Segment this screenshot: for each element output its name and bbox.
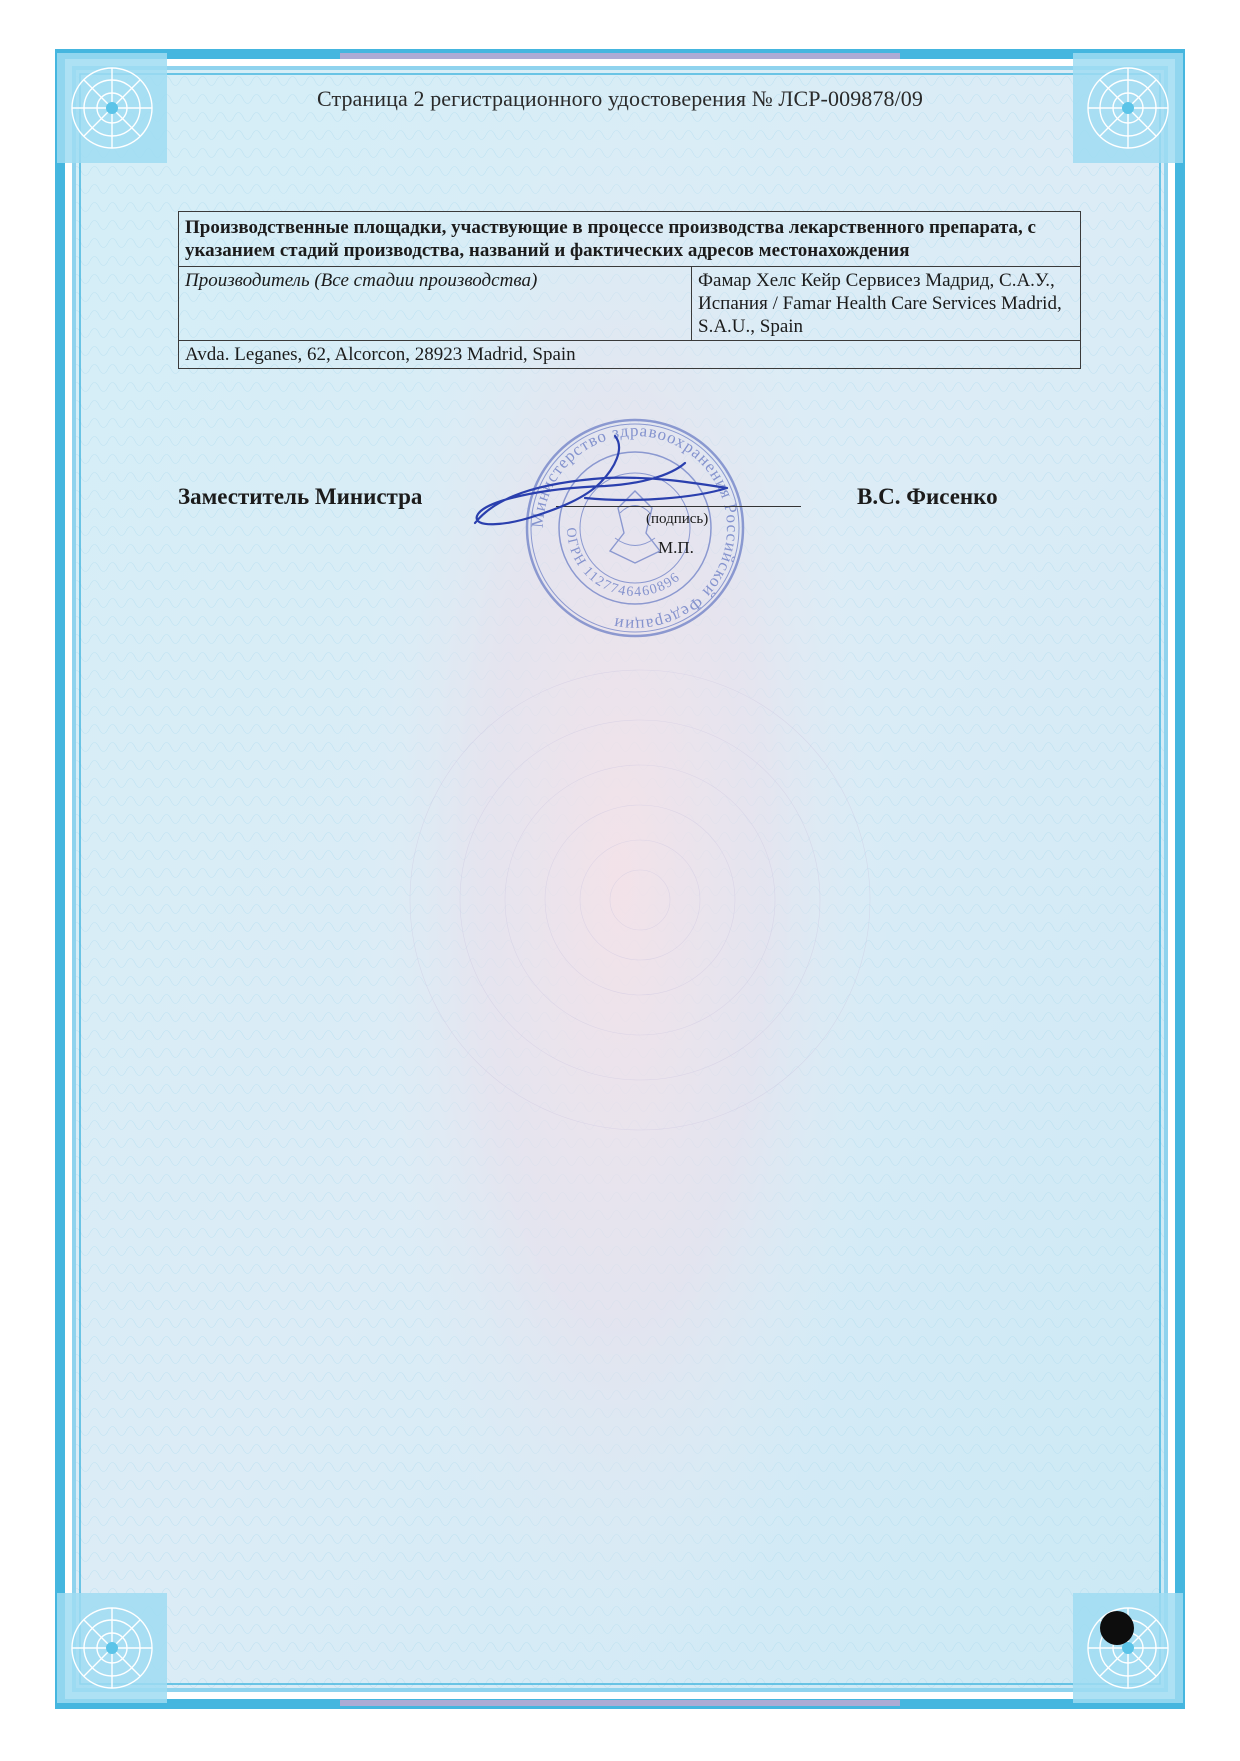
- manufacturer-role: Производитель (Все стадии производства): [179, 267, 692, 341]
- table-row: [179, 341, 1081, 369]
- signer-title: Заместитель Министра: [178, 484, 423, 509]
- svg-text:Министерство здравоохранения Р: Министерство здравоохранения Российской Федерации: [527, 420, 743, 636]
- table-row: [179, 267, 1081, 341]
- stamp-place-mark: М.П.: [658, 538, 694, 557]
- punch-hole: [1100, 1611, 1134, 1645]
- handwritten-signature-image: [465, 428, 735, 538]
- table-heading: Производственные площадки, участвующие в процессе производства лекарственного препарата, с указанием стадий производства, названий и фактических адресов местонахождения: [179, 212, 1081, 267]
- page-header: Страница 2 регистрационного удостоверения № ЛСР-009878/09: [316, 86, 924, 111]
- manufacturer-name: Фамар Хелс Кейр Сервисез Мадрид, С.А.У., Испания / Famar Health Care Services Madrid, S.A.U., Spain: [692, 267, 1081, 341]
- svg-text:ОГРН 1127746460896: ОГРН 1127746460896: [562, 526, 684, 601]
- signer-name: В.С. Фисенко: [857, 484, 998, 509]
- production-sites-table: [178, 211, 1081, 369]
- manufacturer-address: Avda. Leganes, 62, Alcorcon, 28923 Madrid, Spain: [179, 341, 1081, 369]
- table-row: [179, 212, 1081, 267]
- signature-caption: (подпись): [646, 511, 709, 527]
